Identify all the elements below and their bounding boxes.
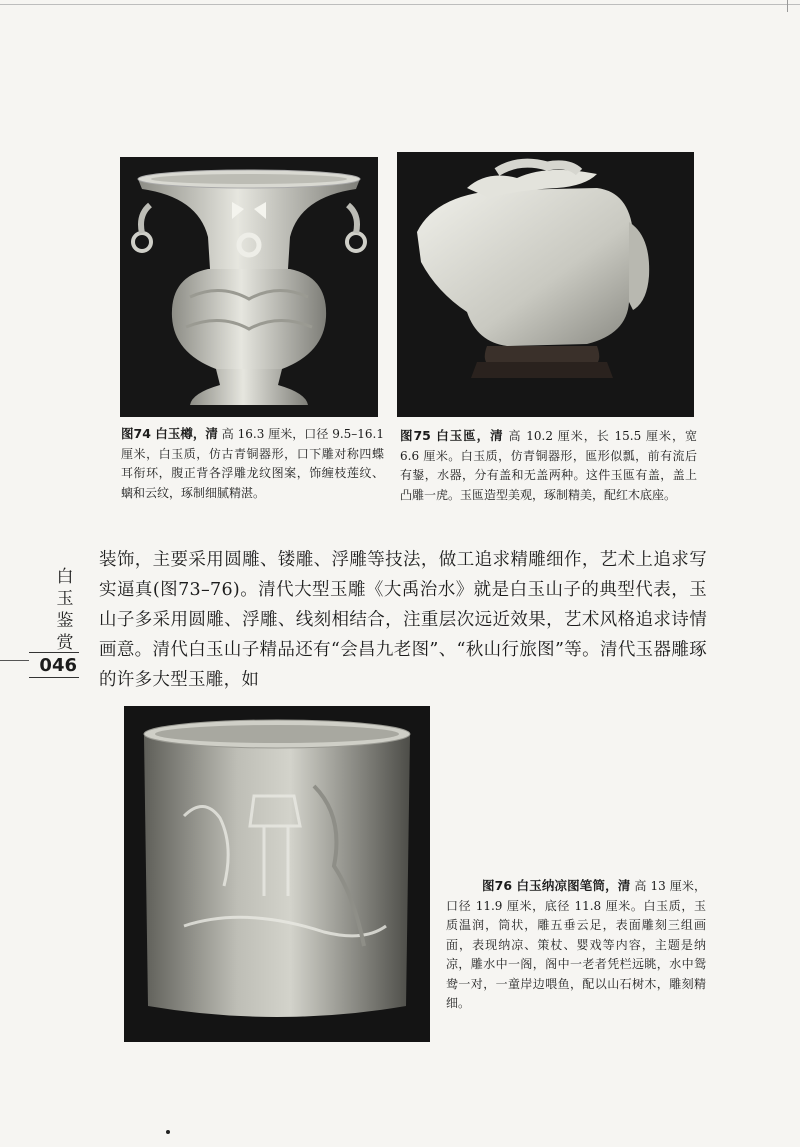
page-number-rule bbox=[0, 660, 29, 661]
scan-dot bbox=[166, 1130, 170, 1134]
section-title: 白玉鉴赏 bbox=[56, 567, 74, 653]
fig74-caption bbox=[121, 424, 384, 503]
fig74-caption-title: 图74 白玉樽，清 bbox=[121, 426, 218, 441]
page-number: 046 bbox=[29, 652, 79, 678]
fig75-caption-text: 高 10.2 厘米，长 15.5 厘米，宽 6.6 厘米。白玉质，仿青铜器形，匜形似瓢，前有流后有鋬，水器，分有盖和无盖两种。这件玉匜有盖，盖上凸雕一虎。玉匜造型美观，琢制精美，配红木底座。 bbox=[400, 429, 697, 502]
fig75-caption-title: 图75 白玉匜，清 bbox=[400, 428, 504, 443]
fig76-caption-text: 高 13 厘米，口径 11.9 厘米，底径 11.8 厘米。白玉质，玉质温润，筒状，雕五垂云足，表面雕刻三组画面，表现纳凉、策杖、婴戏等内容，主题是纳凉，雕水中一阁，阁中一老者凭栏远眺，水中鸳鸯一对，一童岸边喂鱼，配以山石树木，雕刻精细。 bbox=[446, 879, 706, 1010]
corner-mark bbox=[787, 0, 788, 12]
fig75-caption bbox=[400, 426, 697, 505]
fig75-photo bbox=[397, 152, 694, 417]
body-paragraph: 装饰，主要采用圆雕、镂雕、浮雕等技法，做工追求精雕细作，艺术上追求写实逼真(图73–76)。清代大型玉雕《大禹治水》就是白玉山子的典型代表，玉山子多采用圆雕、浮雕、线刻相结合，注重层次远近效果，艺术风格追求诗情画意。清代白玉山子精品还有“会昌九老图”、“秋山行旅图”等。清代玉器雕琢的许多大型玉雕，如 bbox=[99, 550, 707, 690]
fig74-photo bbox=[120, 157, 378, 417]
fig76-caption bbox=[446, 876, 706, 1014]
fig74-caption-text: 高 16.3 厘米，口径 9.5–16.1 厘米，白玉质，仿古青铜器形，口下雕对称四蝶耳衔环，腹正背各浮雕龙纹图案，饰缠枝莲纹、螭和云纹，琢制细腻精湛。 bbox=[121, 427, 385, 500]
fig76-photo bbox=[124, 706, 430, 1042]
fig76-caption-title: 图76 白玉纳凉图笔筒，清 bbox=[482, 878, 631, 893]
top-rule bbox=[0, 4, 800, 5]
